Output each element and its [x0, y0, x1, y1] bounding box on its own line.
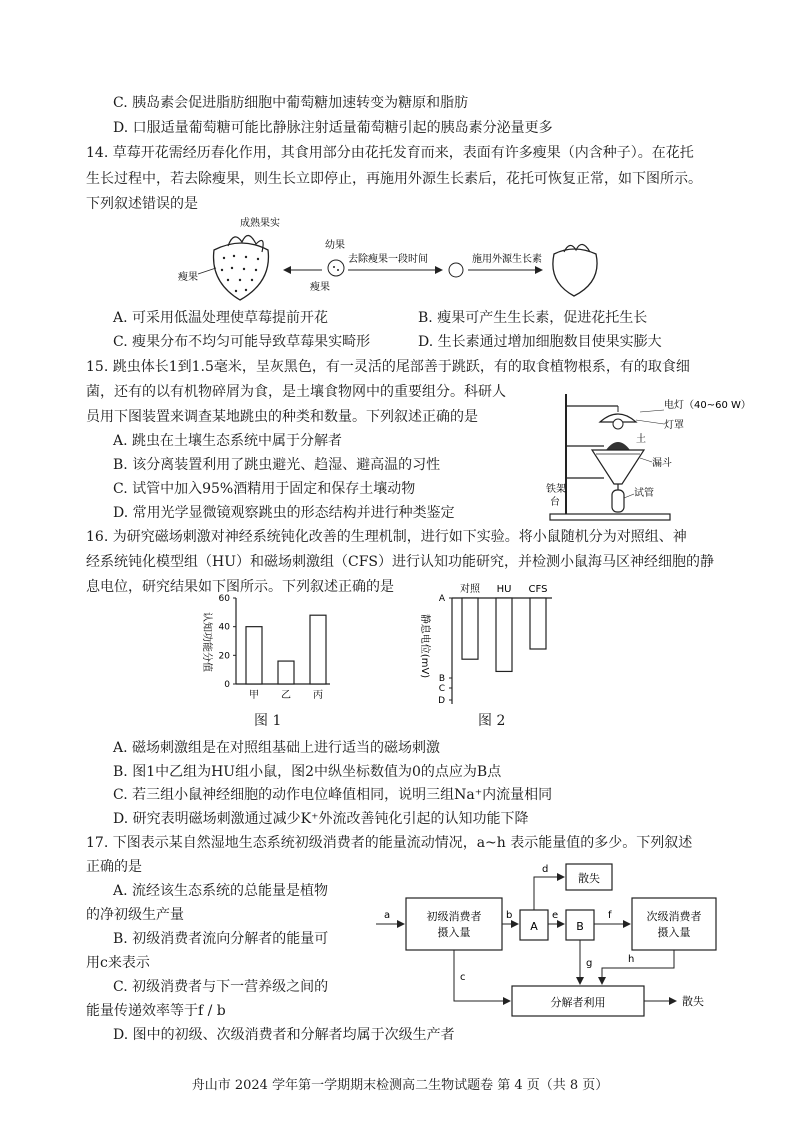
figure2-bar-chart — [412, 580, 562, 708]
figure1-bar-chart — [190, 592, 340, 708]
q17-option-b-line2: 用c来表示 — [86, 955, 150, 971]
secondary-label2: 摄入量 — [657, 926, 691, 939]
fig2-category-label: CFS — [528, 584, 548, 595]
label-soil: 土 — [636, 434, 646, 445]
stand-base — [550, 514, 670, 520]
funnel — [592, 450, 644, 484]
q14-option-a: A. 可采用低温处理使草莓提前开花 — [113, 310, 329, 326]
q17-option-a-line1: A. 流经该生态系统的总能量是植物 — [113, 883, 329, 899]
q17-stem-line2: 正确的是 — [86, 859, 142, 875]
q14-stem-line3: 下列叙述错误的是 — [86, 196, 198, 212]
label-stand2: 台 — [550, 497, 560, 508]
q16-stem-line2: 经系统钝化模型组（HU）和磁场刺激组（CFS）进行认知功能研究，并检测小鼠海马区神经细胞的静 — [86, 554, 715, 570]
light-bulb — [613, 419, 623, 429]
energy-flow-diagram — [376, 858, 726, 1038]
fig1-category-label: 甲 — [249, 690, 259, 701]
q16-stem-line1: 16. 为研究磁场刺激对神经系统钝化改善的生理机制，进行如下实验。将小鼠随机分为对照组、神 — [86, 529, 687, 545]
regrown-fruit — [553, 249, 597, 296]
fig2-bar-3 — [530, 598, 546, 649]
label-ripe: 成熟果实 — [240, 218, 280, 229]
primary-intake-box — [406, 898, 502, 950]
fig1-ytick-label: 60 — [218, 594, 230, 604]
decomposer-label: 分解者利用 — [550, 996, 606, 1009]
q15-stem-line3: 员用下图装置来调查某地跳虫的种类和数量。下列叙述正确的是 — [86, 409, 478, 425]
svg-text:g: g — [586, 958, 593, 969]
q14-option-c: C. 瘦果分布不均匀可能导致草莓果实畸形 — [113, 334, 371, 350]
fig2-ylabel: 静息电位(mV) — [419, 613, 430, 679]
lost2-label: 散失 — [682, 995, 704, 1008]
label-shade: 灯罩 — [664, 420, 684, 431]
fig1-ylabel: 认知功能分值 — [201, 612, 212, 672]
q15-stem-line1: 15. 跳虫体长1到1.5毫米，呈灰黑色，有一灵活的尾部善于跳跃，有的取食植物根系，有的取食细 — [86, 359, 690, 375]
q17-stem-line1: 17. 下图表示某自然湿地生态系统初级消费者的能量流动情况，a~h 表示能量值的多少。下列叙述 — [86, 835, 693, 851]
fig1-bar-1 — [246, 627, 262, 684]
svg-text:h: h — [628, 954, 635, 965]
q15-stem-line2: 菌，还有的以有机物碎屑为食，是土壤食物网中的重要组分。科研人 — [86, 384, 506, 400]
fig2-ytick-label: C — [438, 684, 445, 694]
fig2-ytick-label: B — [438, 674, 445, 684]
svg-text:a: a — [384, 910, 391, 921]
fig1-bar-2 — [278, 661, 294, 684]
svg-text:c: c — [460, 972, 466, 983]
young-fruit — [328, 260, 344, 276]
svg-text:B: B — [576, 920, 584, 933]
fig1-caption: 图 1 — [254, 713, 282, 729]
soil — [606, 442, 630, 450]
fig1-ytick-label: 0 — [224, 680, 230, 690]
q16-option-c: C. 若三组小鼠神经细胞的动作电位峰值相同，说明三组Na⁺内流量相同 — [113, 787, 553, 803]
label-achene2: 瘦果 — [310, 282, 330, 293]
label-tube: 试管 — [634, 488, 654, 499]
q16-stem-line3: 息电位，研究结果如下图所示。下列叙述正确的是 — [86, 579, 394, 595]
label-step2: 施用外源生长素 — [472, 254, 542, 265]
fig2-caption: 图 2 — [478, 713, 506, 729]
q15-option-b: B. 该分离装置利用了跳虫避光、趋湿、避高温的习性 — [113, 457, 441, 473]
fig2-bar-2 — [496, 598, 512, 671]
small-fruit — [449, 263, 463, 277]
q14-stem-line2: 生长过程中，若去除瘦果，则生长立即停止，再施用外源生长素后，花托可恢复正常，如下图所示。 — [86, 171, 702, 187]
ripe-strawberry — [214, 243, 269, 300]
q15-option-d: D. 常用光学显微镜观察跳虫的形态结构并进行种类鉴定 — [113, 505, 455, 521]
label-lamp: 电灯（40~60 W） — [664, 400, 751, 411]
fig1-ytick-label: 40 — [218, 622, 230, 633]
label-stand1: 铁架 — [546, 484, 566, 495]
svg-text:A: A — [530, 920, 538, 933]
fig2-ytick-label: A — [438, 594, 445, 604]
q17-option-d: D. 图中的初级、次级消费者和分解者均属于次级生产者 — [113, 1027, 455, 1043]
label-young: 幼果 — [325, 240, 345, 251]
strawberry-figure — [150, 212, 660, 307]
q13-option-c: C. 胰岛素会促进脂肪细胞中葡萄糖加速转变为糖原和脂肪 — [113, 95, 469, 111]
secondary-label1: 次级消费者 — [646, 910, 702, 923]
primary-label2: 摄入量 — [437, 926, 471, 939]
secondary-intake-box — [632, 898, 716, 950]
q14-option-d: D. 生长素通过增加细胞数目使果实膨大 — [418, 334, 662, 350]
q16-option-b: B. 图1中乙组为HU组小鼠，图2中纵坐标数值为0的点应为B点 — [113, 764, 502, 780]
label-funnel: 漏斗 — [652, 458, 672, 469]
q17-option-c-line1: C. 初级消费者与下一营养级之间的 — [113, 979, 329, 995]
q16-option-a: A. 磁场刺激组是在对照组基础上进行适当的磁场刺激 — [113, 740, 441, 756]
q17-option-b-line1: B. 初级消费者流向分解者的能量可 — [113, 931, 329, 947]
label-step1: 去除瘦果一段时间 — [348, 254, 428, 265]
q13-option-d: D. 口服适量葡萄糖可能比静脉注射适量葡萄糖引起的胰岛素分泌量更多 — [113, 120, 553, 136]
fig1-category-label: 乙 — [281, 690, 291, 701]
test-tube — [612, 490, 624, 512]
fig1-bar-3 — [310, 615, 326, 684]
q16-option-d: D. 研究表明磁场刺激通过减少K⁺外流改善钝化引起的认知功能下降 — [113, 811, 529, 827]
svg-text:d: d — [542, 864, 549, 875]
primary-label1: 初级消费者 — [426, 910, 482, 923]
lost-label: 散失 — [578, 872, 600, 885]
fig1-ytick-label: 20 — [218, 651, 230, 662]
fig1-category-label: 丙 — [313, 690, 323, 701]
q15-option-a: A. 跳虫在土壤生态系统中属于分解者 — [113, 433, 343, 449]
q14-stem-line1: 14. 草莓开花需经历春化作用，其食用部分由花托发育而来，表面有许多瘦果（内含种子）。在花托 — [86, 145, 694, 161]
q17-option-c-line2: 能量传递效率等于f / b — [86, 1003, 226, 1019]
page-footer: 舟山市 2024 学年第一学期期末检测高二生物试题卷 第 4 页（共 8 页） — [191, 1078, 609, 1093]
q15-option-c: C. 试管中加入95%酒精用于固定和保存土壤动物 — [113, 481, 416, 497]
q14-option-b: B. 瘦果可产生生长素，促进花托生长 — [418, 310, 648, 326]
fig2-bar-1 — [462, 598, 478, 659]
svg-text:f: f — [608, 910, 612, 921]
label-achene: 瘦果 — [178, 272, 198, 283]
svg-text:e: e — [552, 910, 559, 921]
svg-text:b: b — [506, 910, 513, 921]
fig2-category-label: HU — [496, 584, 512, 595]
fig2-ytick-label: D — [438, 696, 445, 706]
berlese-funnel-figure — [540, 388, 751, 523]
fig2-category-label: 对照 — [460, 584, 480, 595]
q17-option-a-line2: 的净初级生产量 — [86, 907, 184, 923]
